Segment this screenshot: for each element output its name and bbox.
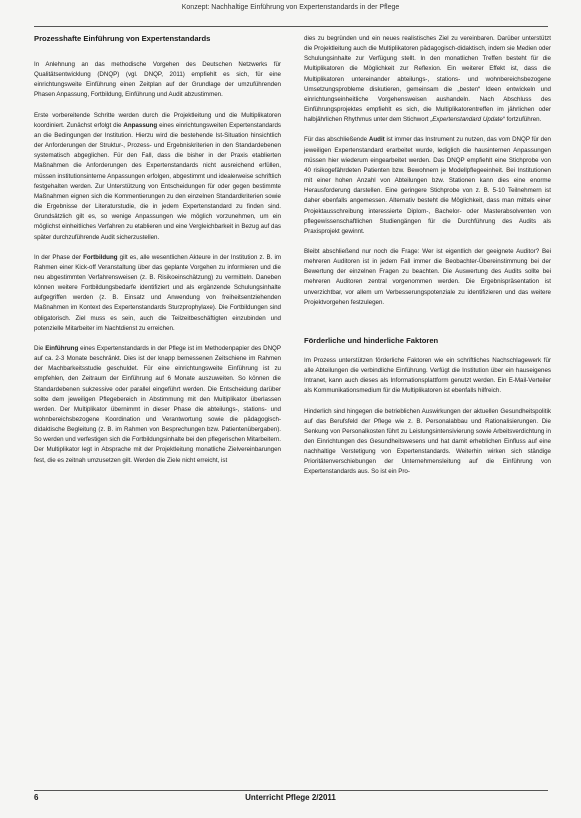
paragraph-auditor: Bleibt abschließend nur noch die Frage: Wer ist eigentlich der geeignete Auditor? Bei mehreren Auditoren ist in jedem Fall immer die Beobachter-Übereinstimmung bei der Bewertung der einzelnen Fragen zu beachten. Die Auswertung des Audits sollte bei mehreren Auditoren zentral vorgenommen werden. Die Ergebnispräsentation ist unverzichtbar, vor allem um Verbesserungspotenziale zu identifizieren und das weitere Projektvorgehen festzulegen. <box>304 247 551 306</box>
paragraph-hindering-factors: Hinderlich sind hingegen die betrieblichen Auswirkungen der aktuellen Gesundheitspolitik auf das Berufsfeld der Pflege wie z. B. Personalabbau und Rationalisierungen. Die Senkung von Personalkosten führt zu Leistungsintensivierung sowie Arbeitsverdichtung in den Einrichtungen des Gesundheitswesens und hat damit erheblichen Einfluss auf eine nachhaltige Verstetigung von Expertenstandards. Weiterhin wirken sich ständige Prioritätenverschiebungen der Unternehmensleitung auf die Einführung von Expertenstandards aus. So ist ein Pro- <box>304 407 551 476</box>
running-header: Konzept: Nachhaltige Einführung von Expertenstandards in der Pflege <box>181 4 400 11</box>
paragraph-training: In der Phase der Fortbildung gilt es, alle wesentlichen Akteure in der Institution z. B. im Rahmen einer Kick-off Veranstaltung über das geplante Vorgehen zu informieren und die neu abgestimmten Verfahrensweisen (z. B. Risikoeinschätzung) zu vermitteln. Daneben können weitere Fortbildungsbedarfe identifiziert und als ergänzende Schulungsinhalte aufgegriffen werden (z. B. Einsatz und Anwendung von freiheitsentziehenden Maßnahmen im Kontext des Expertenstandards Sturzprophylaxe). Die Fortbildungen sind obligatorisch. Ziel muss es sein, auch die Teilzeitbeschäftigten einzubinden und potenzielle Mitarbeiter im Nachtdienst zu erreichen. <box>34 253 281 332</box>
section-heading-factors: Förderliche und hinderliche Faktoren <box>304 335 439 345</box>
header-divider <box>34 26 548 27</box>
paragraph-audit: Für das abschließende Audit ist immer das Instrument zu nutzen, das vom DNQP für den jeweiligen Expertenstandard erarbeitet wurde, lediglich die hausinternen Anpassungen müssen hier wiederum eingearbeitet werden. Das DNQP empfiehlt eine Stichprobe von 40 risikogefährdeten Patienten bzw. Bewohnern je Modellpflegeeinheit. Bei Institutionen mit einer hohen Anzahl von Abteilungen bzw. Stationen kann dies eine enorme Herausforderung darstellen. Eine geringere Stichprobe von z. B. 5-10 Teilnehmern ist daher ebenfalls angemessen. Alternativ besteht die Möglichkeit, dass man mittels einer Projektausschreibung interessierte Diplom-, Bachelor- oder Masterabsolventen von pflegewissenschaftlichen Studiengängen für die Durchführung des Audits als Praxisprojekt gewinnt. <box>304 136 551 235</box>
right-column <box>304 34 551 488</box>
journal-title: Unterricht Pflege 2/2011 <box>245 793 336 802</box>
left-column <box>34 34 281 476</box>
paragraph-continuation: dies zu begründen und ein neues realistisches Ziel zu vereinbaren. Darüber unterstützt die Projektleitung auch die Multiplikatoren pädagogisch-didaktisch, indem sie Medien oder Schulungsinhalte zur Verfügung stellt. In den monatlichen Treffen besteht für die Multiplikatoren die Möglichkeit zur Reflexion. Ein weiterer Effekt ist, dass die Multiplikatoren untereinander abteilungs-, stations- und wohnbereichsbezogene Umsetzungsprobleme diskutieren, gemeinsam die „besten“ Ideen entwickeln und einrichtungseinheitliche Vorgehensweisen aushandeln. Nach Abschluss des Einführungsprojektes empfiehlt es sich, die Multiplikatorentreffen im jährlichen oder halbjährlichen Rhythmus unter dem Stichwort „Expertenstandard Update“ fortzuführen. <box>304 35 551 124</box>
section-heading-implementation: Prozesshafte Einführung von Expertenstandards <box>34 34 211 43</box>
page-number: 6 <box>34 793 39 802</box>
paragraph-supporting-factors: Im Prozess unterstützen förderliche Faktoren wie ein schriftliches Nachschlagewerk für alle Abteilungen die verbindliche Einführung. Verfügt die Institution über ein hauseigenes Intranet, kann auch dieses als Informationsplattform genutzt werden. Ein E-Mail-Verteiler als Kommunikationsmedium für die Multiplikatoren ist ebenfalls hilfreich. <box>304 356 551 395</box>
paragraph-adaptation: Erste vorbereitende Schritte werden durch die Projektleitung und die Multiplikatoren koordiniert. Zunächst erfolgt die Anpassung eines einrichtungsweiten Expertenstandards an die Bedingungen der Institution. Hierzu wird die bestehende Ist-Situation hinsichtlich der Anforderungen der Struktur-, Prozess- und Ergebniskriterien in den Standardebenen systematisch abgeglichen. Für den Fall, dass die bisher in der Praxis etablierten Maßnahmen die Anforderungen des Expertenstandards nicht ausreichend erfüllen, müssen institutionsinterne Anpassungen erfolgen, abgestimmt und idealerweise schriftlich festgehalten werden. Zur Unterstützung von Entscheidungen für oder gegen bestimmte Maßnahmen eignen sich die Kommentierungen zu den einzelnen Standardkriterien sowie die Ergebnisse der Literaturstudie, die in jedem Expertenstandard zu finden sind. Grundsätzlich gilt es, so wenige Anpassungen wie möglich vorzunehmen, um ein möglichst einheitliches Verfahren zu etablieren und eine Vergleichbarkeit in Bezug auf das später durchzuführende Audit sicherzustellen. <box>34 111 282 241</box>
paragraph-introduction-phase: Die Einführung eines Expertenstandards in der Pflege ist im Methodenpapier des DNQP auf ca. 2-3 Monate beschränkt. Dies ist der knapp bemessenen Zeitschiene im Rahmen der Machbarkeitsstudie geschuldet. Für eine einrichtungsweite Einführung ist zu empfehlen, den Zeitraum der Einführung auf 6 Monate auszuweiten. So können die Standardebenen sukzessive oder parallel eingeführt werden. Die Entscheidung darüber sollte dem jeweiligen Pflegebereich in Abstimmung mit den Multiplikator überlassen werden. Der Multiplikator übernimmt in dieser Phase die abteilungs-, stations- und wohnbereichsbezogene Koordination und Verantwortung sowie die pädagogisch-didaktische Begleitung (z. B. im Rahmen von Besprechungen bzw. Patientenübergaben). So werden und verfestigen sich die Fortbildungsinhalte bei den pflegerischen Mitarbeitern. Der Multiplikator legt in Absprache mit der Projektleitung monatliche Zielvereinbarungen fest, die es zeitnah umzusetzen gilt. Werden die Ziele nicht erreicht, ist <box>34 344 281 464</box>
paragraph-intro: In Anlehnung an das methodische Vorgehen des Deutschen Netzwerks für Qualitätsentwicklung (DNQP) (vgl. DNQP, 2011) empfiehlt es sich, für eine einrichtungsweite Einführung einen Zeitplan auf der Grundlage der umzuführenden Phasen Anpassung, Fortbildung, Einführung und Audit abzustimmen. <box>34 61 281 99</box>
footer-divider <box>34 790 548 791</box>
